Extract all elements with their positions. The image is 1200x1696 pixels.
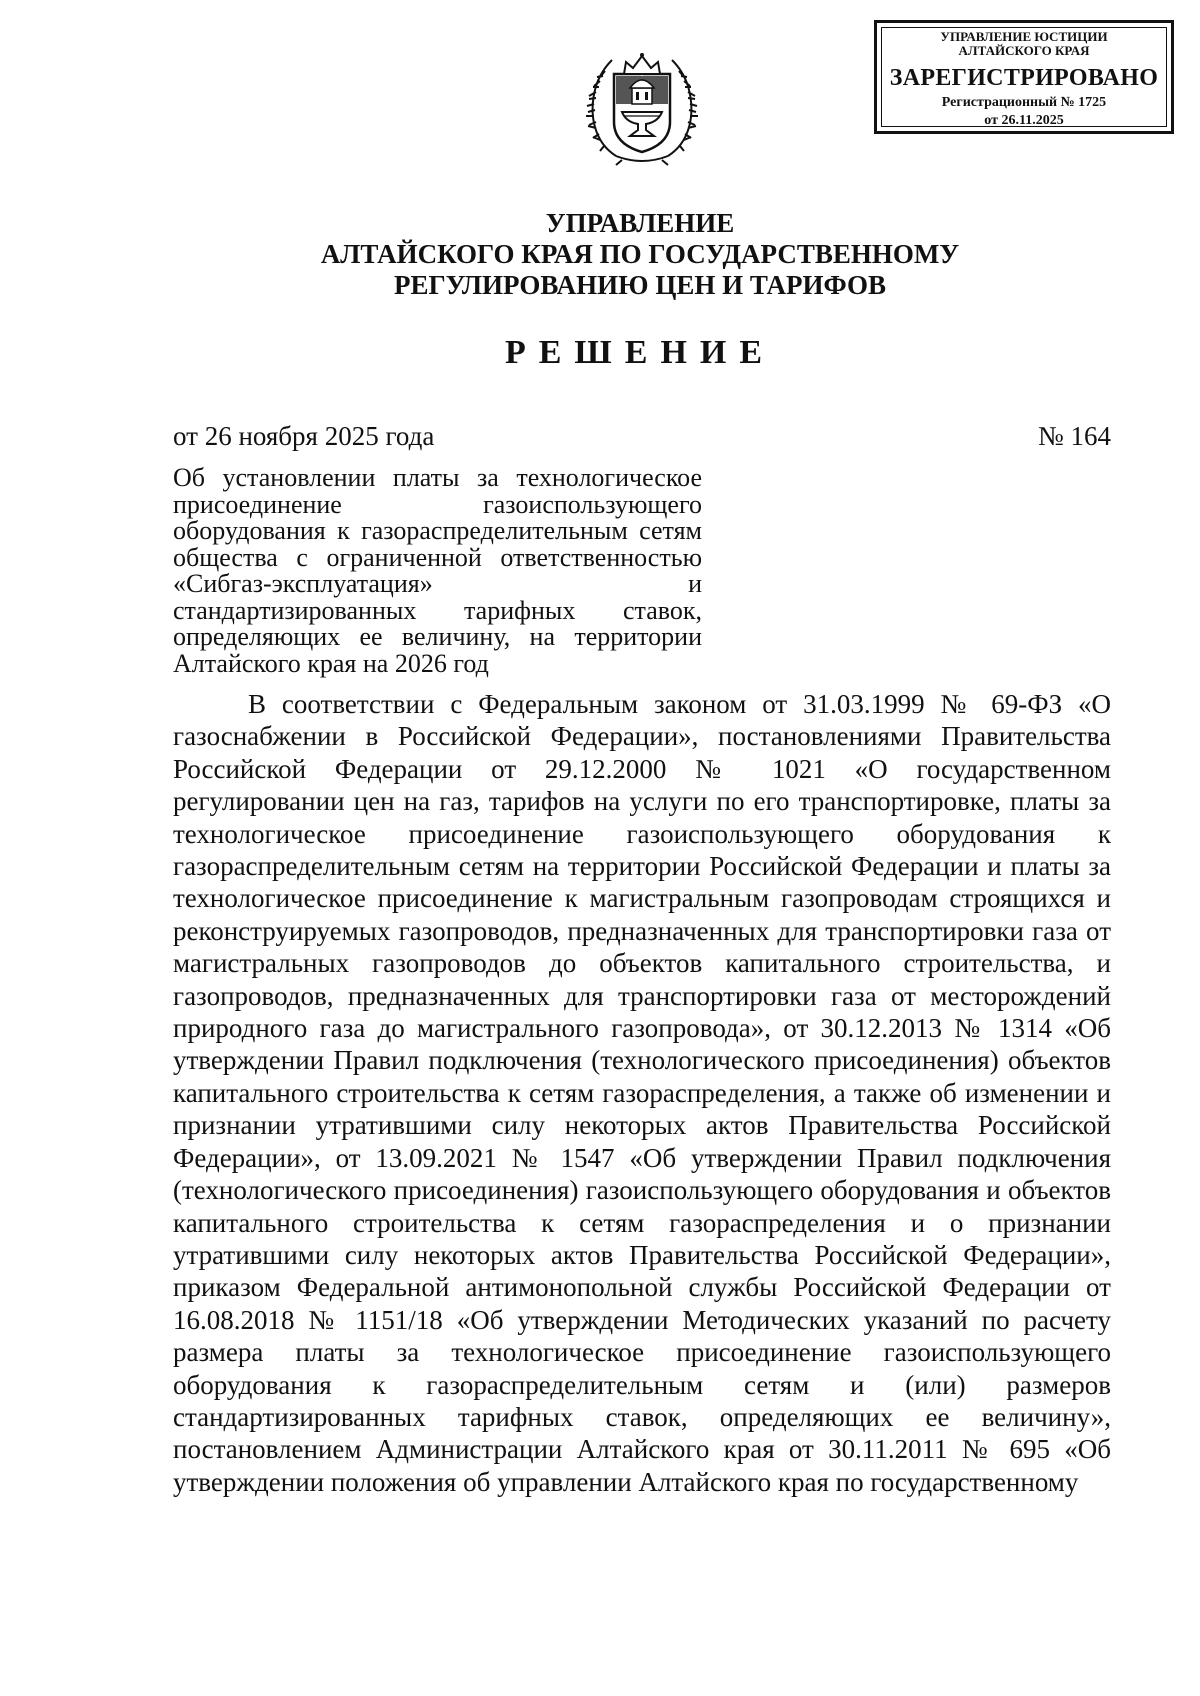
stamp-registration-number: Регистрационный № 1725 [941,95,1107,110]
authority-line-2: АЛТАЙСКОГО КРАЯ ПО ГОСУДАРСТВЕННОМУ [320,239,960,269]
stamp-status: ЗАРЕГИСТРИРОВАНО [889,65,1159,91]
altai-krai-coat-of-arms-icon [586,44,698,166]
stamp-authority-line1: УПРАВЛЕНИЕ ЮСТИЦИИ [940,29,1108,44]
stamp-registration-date: от 26.11.2025 [984,113,1064,128]
document-meta-line [173,421,1111,452]
authority-line-3: РЕГУЛИРОВАНИЮ ЦЕН И ТАРИФОВ [393,270,887,300]
body-paragraph: В соответствии с Федеральным законом от 31.03.1999 № 69-ФЗ «О газоснабжении в Российской Федерации», постановлениями Правительства Российской Федерации от 29.12.2000 № 1021 «О государственном регулировании цен на газ, тарифов на услуги по его транспортировке, платы за технологическое присоединение газоиспользующего оборудования к газораспределительным сетям на территории Российской Федерации и платы за технологическое присоединение к магистральным газопроводам строящихся и реконструируемых газопроводов, предназначенных для транспортировки газа от магистральных газопроводов до объектов капитального строительства, и газопроводов, предназначенных для транспортировки газа от месторождений природного газа до магистрального газопровода», от 30.12.2013 № 1314 «Об утверждении Правил подключения (технологического присоединения) объектов капитального строительства к сетям газораспределения, а также об изменении и признании утратившими силу некоторых актов Правительства Российской Федерации», от 13.09.2021 № 1547 «Об утверждении Правил подключения (технологического присоединения) газоиспользующего оборудования и объектов капитального строительства к сетям газораспределения и о признании утратившими силу некоторых актов Правительства Российской Федерации», приказом Федеральной антимонопольной службы Российской Федерации от 16.08.2018 № 1151/18 «Об утверждении Методических указаний по расчету размера платы за технологическое присоединение газоиспользующего оборудования к газораспределительным сетям и (или) размеров стандартизированных тарифных ставок, определяющих ее величину», постановлением Администрации Алтайского края от 30.11.2011 № 695 «Об утверждении положения об управлении Алтайского края по государственному [173,689,1111,1497]
issuing-authority [180,208,1100,301]
authority-line-1: УПРАВЛЕНИЕ [545,208,735,238]
document-date: от 26 ноября 2025 года [173,421,435,451]
registration-stamp [874,20,1174,134]
stamp-inner-frame [881,27,1167,127]
document-subject: Об установлении платы за технологическое присоединение газоиспользующего оборудования к газораспределительным сетям общества с ограниченной ответственностью «Сибгаз-эксплуатация» и стандартизированных тарифных ставок, определяющих ее величину, на территории Алтайского края на 2026 год [173,463,702,678]
document-type-title: РЕШЕНИЕ [504,334,776,371]
stamp-authority-line2: АЛТАЙСКОГО КРАЯ [958,43,1090,58]
document-number: № 164 [1037,421,1111,451]
